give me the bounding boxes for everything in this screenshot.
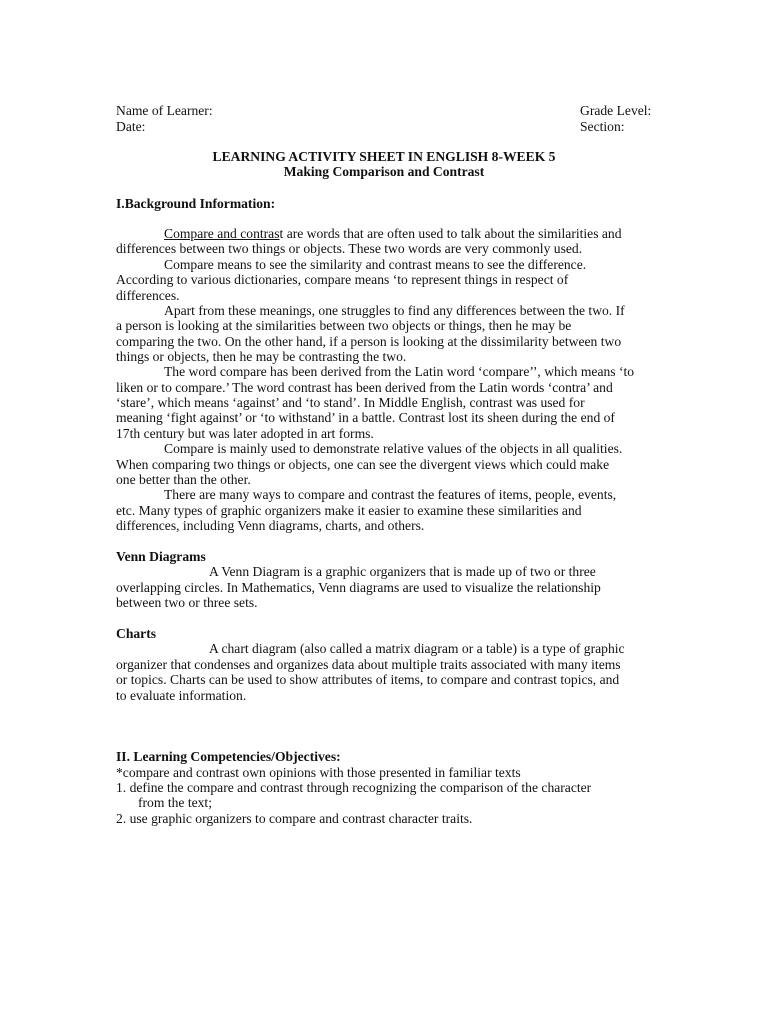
background-paragraph-6-line-2: etc. Many types of graphic organizers make it easier to examine these similarities and bbox=[116, 503, 582, 518]
section-label: Section: bbox=[580, 119, 625, 134]
charts-line-3: or topics. Charts can be used to show attributes of items, to compare and contrast topics, and bbox=[116, 672, 620, 687]
background-paragraph-3-line-2: a person is looking at the similarities between two objects or things, then he may be bbox=[116, 318, 572, 333]
charts-line-1: A chart diagram (also called a matrix diagram or a table) is a type of graphic bbox=[209, 641, 625, 656]
background-paragraph-3-line-1: Apart from these meanings, one struggles to find any differences between the two. If bbox=[164, 303, 625, 318]
venn-line-1: A Venn Diagram is a graphic organizers that is made up of two or three bbox=[209, 564, 596, 579]
background-heading: I.Background Information: bbox=[116, 196, 276, 211]
background-paragraph-3-line-3: comparing the two. On the other hand, if a person is looking at the dissimilarity between two bbox=[116, 334, 622, 349]
competencies-heading: II. Learning Competencies/Objectives: bbox=[116, 749, 341, 764]
background-paragraph-1-line-1 bbox=[164, 226, 622, 241]
background-paragraph-4-line-1: The word compare has been derived from the Latin word ‘compare’’, which means ‘to bbox=[164, 364, 635, 379]
grade-level-label: Grade Level: bbox=[580, 103, 652, 118]
charts-line-2: organizer that condenses and organizes data about multiple traits associated with many items bbox=[116, 657, 621, 672]
background-paragraph-3-line-4: things or objects, then he may be contrasting the two. bbox=[116, 349, 407, 364]
document-title: LEARNING ACTIVITY SHEET IN ENGLISH 8-WEEK 5 bbox=[212, 149, 556, 164]
background-paragraph-2-line-3: differences. bbox=[116, 288, 180, 303]
p1-line1-rest: t are words that are often used to talk about the similarities and bbox=[279, 226, 622, 241]
background-paragraph-6-line-3: differences, including Venn diagrams, charts, and others. bbox=[116, 518, 425, 533]
charts-heading: Charts bbox=[116, 626, 157, 641]
charts-line-4: to evaluate information. bbox=[116, 688, 247, 703]
background-paragraph-1-line-2: differences between two things or objects. These two words are very commonly used. bbox=[116, 241, 583, 256]
competencies-line-2: 1. define the compare and contrast through recognizing the comparison of the character bbox=[116, 780, 592, 795]
document-subtitle: Making Comparison and Contrast bbox=[283, 164, 485, 179]
background-paragraph-4-line-3: ‘stare’, which means ‘against’ and ‘to stand’. In Middle English, contrast was used for bbox=[116, 395, 585, 410]
date-label: Date: bbox=[116, 119, 146, 134]
competencies-line-3: from the text; bbox=[138, 795, 212, 810]
background-paragraph-2-line-2: According to various dictionaries, compare means ‘to represent things in respect of bbox=[116, 272, 569, 287]
background-paragraph-5-line-3: one better than the other. bbox=[116, 472, 251, 487]
background-paragraph-4-line-2: liken or to compare.’ The word contrast has been derived from the Latin words ‘contra’ and bbox=[116, 380, 613, 395]
venn-line-2: overlapping circles. In Mathematics, Venn diagrams are used to visualize the relationship bbox=[116, 580, 601, 595]
compare-contrast-underlined: Compare and contras bbox=[164, 226, 280, 241]
background-paragraph-5-line-1: Compare is mainly used to demonstrate relative values of the objects in all qualities. bbox=[164, 441, 623, 456]
background-paragraph-4-line-5: 17th century but was later adopted in art forms. bbox=[116, 426, 374, 441]
name-of-learner-label: Name of Learner: bbox=[116, 103, 213, 118]
competencies-line-1: *compare and contrast own opinions with those presented in familiar texts bbox=[116, 765, 521, 780]
background-paragraph-4-line-4: meaning ‘fight against’ or ‘to withstand’ in a battle. Contrast lost its sheen during the end of bbox=[116, 410, 615, 425]
background-paragraph-2-line-1: Compare means to see the similarity and contrast means to see the difference. bbox=[164, 257, 587, 272]
competencies-line-4: 2. use graphic organizers to compare and contrast character traits. bbox=[116, 811, 473, 826]
venn-heading: Venn Diagrams bbox=[116, 549, 206, 564]
venn-line-3: between two or three sets. bbox=[116, 595, 258, 610]
background-paragraph-5-line-2: When comparing two things or objects, one can see the divergent views which could make bbox=[116, 457, 610, 472]
background-paragraph-6-line-1: There are many ways to compare and contrast the features of items, people, events, bbox=[164, 487, 617, 502]
